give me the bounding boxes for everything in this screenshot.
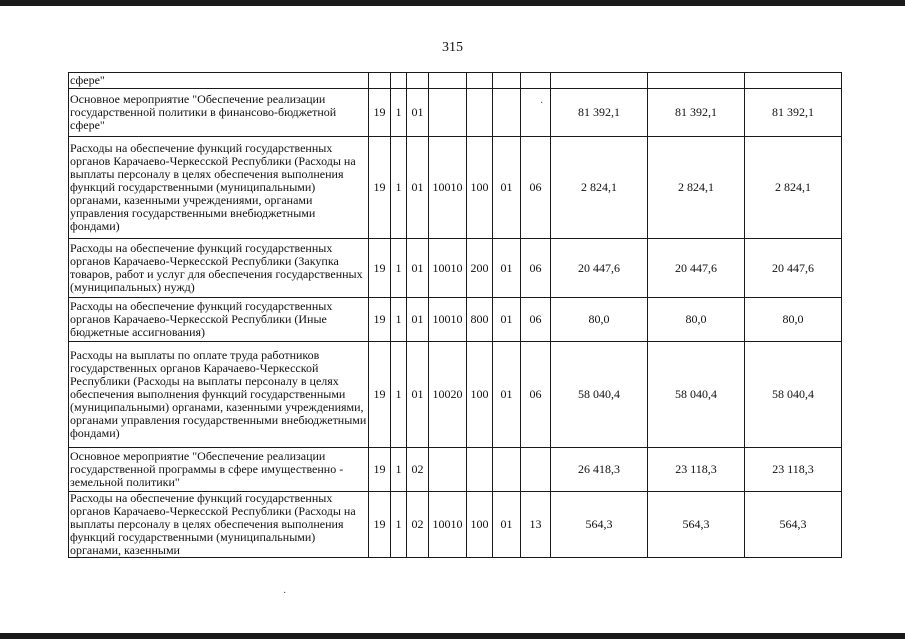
row-name-cell: Расходы на выплаты по оплате труда работников государственных органов Карачаево-Черкесской Республики (Расходы на выплаты персоналу в целях обеспечения выполнения функций государственными (муниципальными) органами, казенными учреждениями, органами управления государственными внебюджетными фондами) — [69, 342, 369, 448]
row-name-cell: Расходы на обеспечение функций государственных органов Карачаево-Черкесской Республики (Иные бюджетные ассигнования) — [69, 298, 369, 342]
amount-cell: 81 392,1 — [648, 89, 745, 137]
code-cell: 01 — [407, 239, 429, 298]
code-cell — [493, 448, 521, 492]
code-cell — [521, 73, 551, 89]
amount-cell — [648, 73, 745, 89]
code-cell: 06 — [521, 137, 551, 239]
code-cell — [467, 89, 493, 137]
table-row — [69, 448, 842, 492]
top-scan-border — [0, 0, 905, 6]
bottom-scan-border — [0, 633, 905, 639]
code-cell: 100 — [467, 342, 493, 448]
code-cell: 1 — [391, 239, 407, 298]
code-cell: 01 — [493, 342, 521, 448]
table-row — [69, 342, 842, 448]
code-cell — [407, 73, 429, 89]
code-cell: 200 — [467, 239, 493, 298]
code-cell: 01 — [493, 137, 521, 239]
row-name-cell: Основное мероприятие "Обеспечение реализации государственной политики в финансово-бюджетной сфере" — [69, 89, 369, 137]
row-name-cell: сфере" — [69, 73, 369, 89]
code-cell: 01 — [407, 342, 429, 448]
code-cell: 100 — [467, 492, 493, 558]
code-cell — [521, 448, 551, 492]
row-name-cell: Основное мероприятие "Обеспечение реализации государственной программы в сфере имущественно - земельной политики" — [69, 448, 369, 492]
code-cell: 1 — [391, 298, 407, 342]
table-row — [69, 73, 842, 89]
code-cell: 06 — [521, 342, 551, 448]
amount-cell: 80,0 — [648, 298, 745, 342]
amount-cell: 564,3 — [551, 492, 648, 558]
code-cell — [467, 73, 493, 89]
code-cell: 01 — [493, 492, 521, 558]
code-cell: 10020 — [429, 342, 467, 448]
code-cell: 1 — [391, 137, 407, 239]
code-cell: 1 — [391, 89, 407, 137]
code-cell: 13 — [521, 492, 551, 558]
amount-cell: 80,0 — [551, 298, 648, 342]
table-row — [69, 137, 842, 239]
code-cell: 1 — [391, 492, 407, 558]
code-cell: 19 — [369, 448, 391, 492]
code-cell: 01 — [493, 298, 521, 342]
code-cell: 02 — [407, 448, 429, 492]
amount-cell: 2 824,1 — [648, 137, 745, 239]
amount-cell: 23 118,3 — [745, 448, 842, 492]
code-cell — [429, 73, 467, 89]
code-cell: 10010 — [429, 137, 467, 239]
code-cell: 19 — [369, 342, 391, 448]
code-cell — [391, 73, 407, 89]
code-cell: 06 — [521, 298, 551, 342]
row-name-cell: Расходы на обеспечение функций государственных органов Карачаево-Черкесской Республики (Расходы на выплаты персоналу в целях обеспечения выполнения функций государственными (муниципальными) органами, казенными учреждениями, органами управления государственными внебюджетными фондами) — [69, 137, 369, 239]
table-row — [69, 492, 842, 558]
code-cell: 19 — [369, 89, 391, 137]
code-cell: 01 — [407, 137, 429, 239]
scan-speck: · — [283, 588, 287, 599]
code-cell — [521, 89, 551, 137]
code-cell — [493, 73, 521, 89]
code-cell: 06 — [521, 239, 551, 298]
amount-cell: 81 392,1 — [745, 89, 842, 137]
code-cell: 19 — [369, 239, 391, 298]
code-cell: 10010 — [429, 239, 467, 298]
code-cell: 19 — [369, 137, 391, 239]
code-cell — [429, 448, 467, 492]
table-body — [69, 73, 842, 558]
code-cell: 10010 — [429, 298, 467, 342]
amount-cell: 20 447,6 — [551, 239, 648, 298]
table-row — [69, 239, 842, 298]
amount-cell: 2 824,1 — [745, 137, 842, 239]
code-cell: 01 — [407, 298, 429, 342]
code-cell: 100 — [467, 137, 493, 239]
code-cell: 19 — [369, 298, 391, 342]
amount-cell: 564,3 — [745, 492, 842, 558]
amount-cell: 58 040,4 — [551, 342, 648, 448]
amount-cell: 58 040,4 — [745, 342, 842, 448]
amount-cell: 26 418,3 — [551, 448, 648, 492]
code-cell: 1 — [391, 448, 407, 492]
amount-cell: 2 824,1 — [551, 137, 648, 239]
amount-cell — [745, 73, 842, 89]
amount-cell: 20 447,6 — [648, 239, 745, 298]
code-cell — [467, 448, 493, 492]
amount-cell: 20 447,6 — [745, 239, 842, 298]
row-name-cell: Расходы на обеспечение функций государственных органов Карачаево-Черкесской Республики (Расходы на выплаты персоналу в целях обеспечения выполнения функций государственными (муниципальными) органами, казенными — [69, 492, 369, 558]
amount-cell: 81 392,1 — [551, 89, 648, 137]
amount-cell: 58 040,4 — [648, 342, 745, 448]
code-cell: 02 — [407, 492, 429, 558]
code-cell: 1 — [391, 342, 407, 448]
budget-table — [68, 72, 842, 558]
table-row — [69, 89, 842, 137]
code-cell — [429, 89, 467, 137]
amount-cell — [551, 73, 648, 89]
amount-cell: 80,0 — [745, 298, 842, 342]
code-cell: 19 — [369, 492, 391, 558]
table-row — [69, 298, 842, 342]
code-cell — [493, 89, 521, 137]
page-number: 315 — [442, 40, 463, 55]
amount-cell: 564,3 — [648, 492, 745, 558]
code-cell: 01 — [493, 239, 521, 298]
scan-speck: · — [540, 98, 544, 109]
code-cell: 01 — [407, 89, 429, 137]
amount-cell: 23 118,3 — [648, 448, 745, 492]
code-cell: 10010 — [429, 492, 467, 558]
code-cell: 800 — [467, 298, 493, 342]
row-name-cell: Расходы на обеспечение функций государственных органов Карачаево-Черкесской Республики (Закупка товаров, работ и услуг для обеспечения государственных (муниципальных) нужд) — [69, 239, 369, 298]
code-cell — [369, 73, 391, 89]
